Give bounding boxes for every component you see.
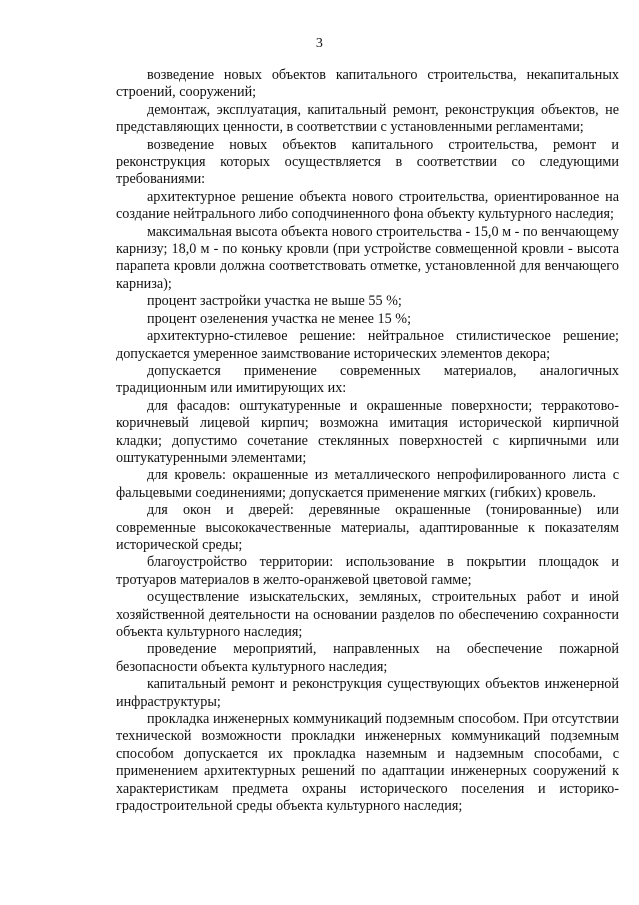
paragraph-architectural-solution: архитектурное решение объекта нового строительства, ориентированное на создание нейтрального либо соподчиненного фона объекту культурного наследия; — [116, 188, 619, 223]
paragraph-survey-works: осуществление изыскательских, земляных, строительных работ и иной хозяйственной деятельности на основании разделов по обеспечению сохранности объекта культурного наследия; — [116, 589, 619, 640]
document-body — [116, 67, 619, 815]
paragraph-infrastructure-repair: капитальный ремонт и реконструкция существующих объектов инженерной инфраструктуры; — [116, 676, 619, 710]
paragraph-demolition-maintenance: демонтаж, эксплуатация, капитальный ремонт, реконструкция объектов, не представляющих ценности, в соответствии с установленными регламентами; — [116, 101, 619, 136]
paragraph-architectural-style: архитектурно-стилевое решение: нейтральное стилистическое решение; допускается умеренное заимствование исторических элементов декора; — [116, 328, 619, 362]
paragraph-max-height: максимальная высота объекта нового строительства - 15,0 м - по венчающему карнизу; 18,0 м - по коньку кровли (при устройстве совмещенной кровли - высота парапета кровли должна соответствовать отметке, установленной для венчающего карниза); — [116, 223, 619, 292]
paragraph-building-coverage: процент застройки участка не выше 55 %; — [147, 293, 402, 310]
paragraph-roofs: для кровель: окрашенные из металлического непрофилированного листа с фальцевыми соединениями; допускается применение мягких (гибких) кровель. — [116, 467, 619, 501]
paragraph-facades: для фасадов: оштукатуренные и окрашенные поверхности; терракотово-коричневый лицевой кирпич; возможна имитация исторической кирпичной кладки; допустимо сочетание стеклянных поверхностей с кирпичными или оштукатуренными элементами; — [116, 397, 619, 466]
paragraph-greening-percent: процент озеленения участка не менее 15 %; — [147, 310, 412, 327]
paragraph-windows-doors: для окон и дверей: деревянные окрашенные (тонированные) или современные высококачественные материалы, адаптированные к показателям исторической среды; — [116, 502, 619, 553]
paragraph-fire-safety: проведение мероприятий, направленных на обеспечение пожарной безопасности объекта культурного наследия; — [116, 641, 619, 675]
paragraph-underground-utilities: прокладка инженерных коммуникаций подземным способом. При отсутствии технической возможности прокладки инженерных коммуникаций подземным способом допускается их прокладка наземным и надземным способами, с применением архитектурных решений по адаптации инженерных сооружений к характеристикам предмета охраны исторического поселения и историко-градостроительной среды объекта культурного наследия; — [116, 711, 619, 815]
page-number: 3 — [315, 36, 324, 51]
paragraph-landscaping: благоустройство территории: использование в покрытии площадок и тротуаров материалов в желто-оранжевой цветовой гамме; — [116, 554, 619, 588]
paragraph-new-construction: возведение новых объектов капитального строительства, некапитальных строений, сооружений; — [116, 67, 619, 101]
paragraph-construction-requirements: возведение новых объектов капитального строительства, ремонт и реконструкция которых осуществляется в соответствии со следующими требованиями: — [116, 136, 619, 188]
paragraph-modern-materials: допускается применение современных материалов, аналогичных традиционным или имитирующих их: — [116, 362, 619, 397]
